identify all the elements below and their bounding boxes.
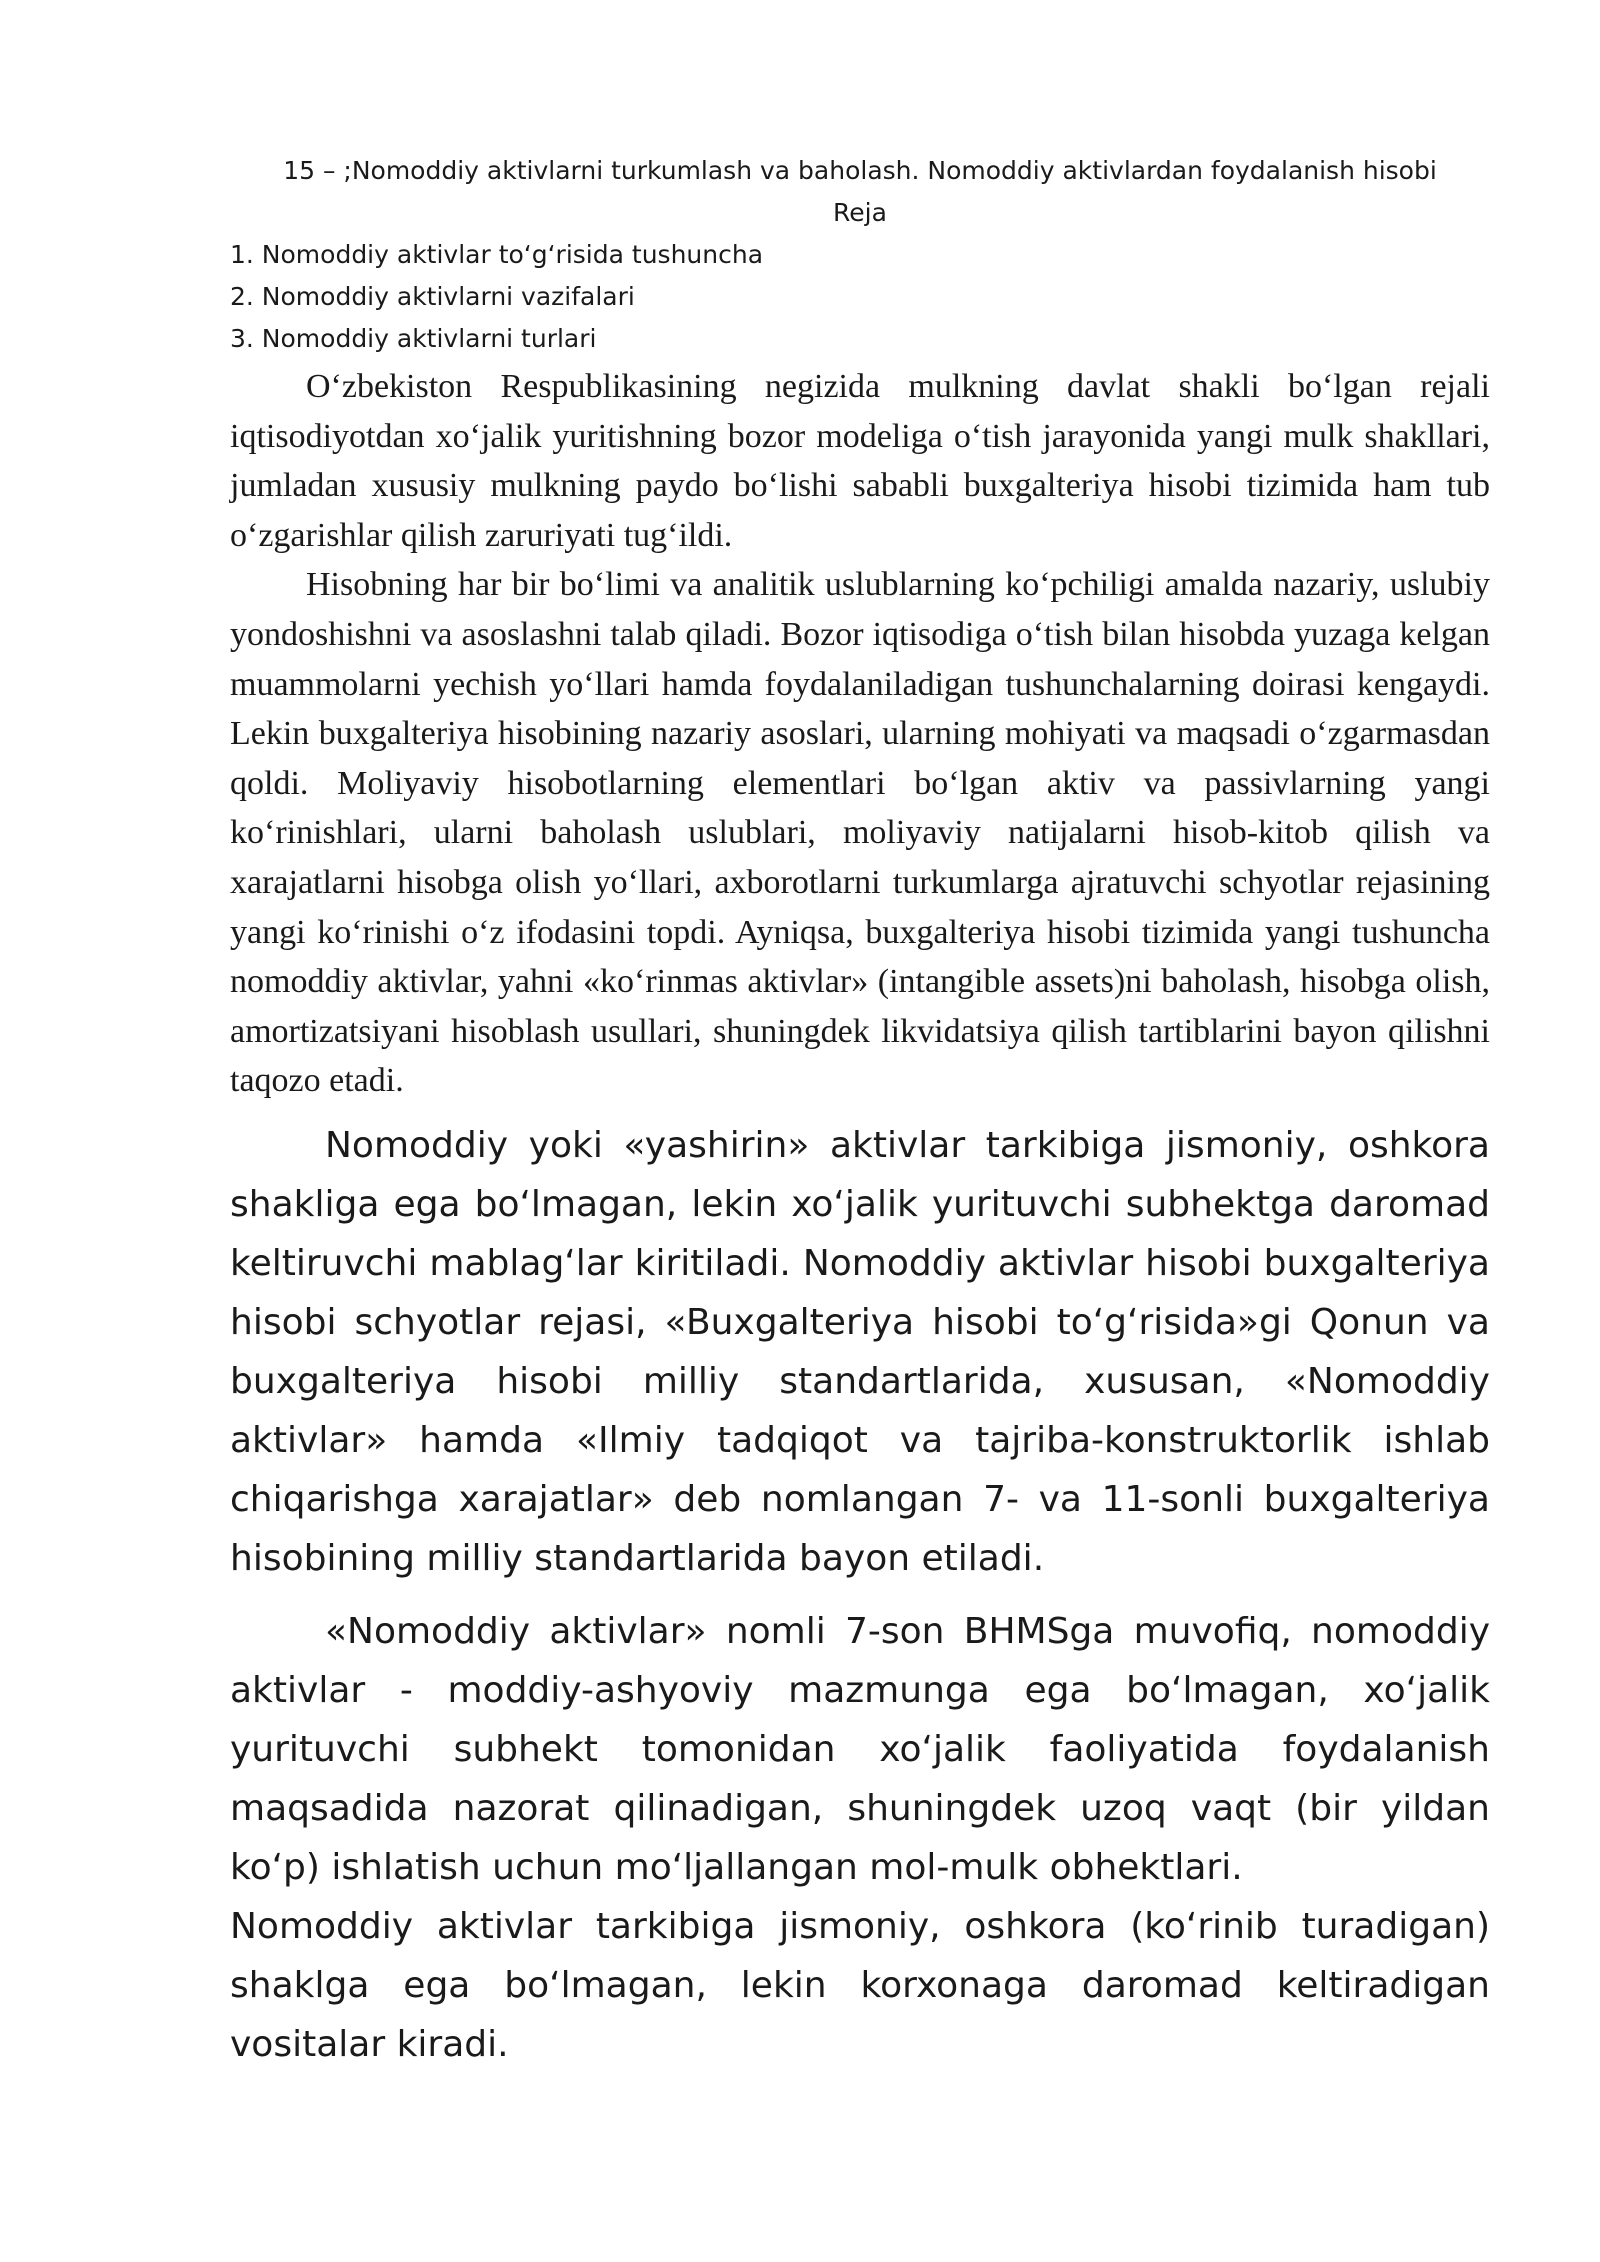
document-page (230, 150, 1490, 2074)
plan-item: 3. Nomoddiy aktivlarni turlari (230, 324, 597, 353)
paragraph-accounting-theory: Hisobning har bir boʻlimi va analitik uslublarning koʻpchiligi amalda nazariy, uslubiy yondoshishni va asoslashni talab qiladi. Bozor iqtisodiga oʻtish bilan hisobda yuzaga kelgan muammolarni yechish yoʻllari hamda foydalaniladigan tushunchalarning doirasi kengaydi. Lekin buxgalteriya hisobining nazariy asoslari, ularning mohiyati va maqsadi oʻzgarmasdan qoldi. Moliyaviy hisobotlarning elementlari boʻlgan aktiv va passivlarning yangi koʻrinishlari, ularni baholash uslublari, moliyaviy natijalarni hisob-kitob qilish va xarajatlarni hisobga olish yoʻllari, axborotlarni turkumlarga ajratuvchi schyotlar rejasining yangi koʻrinishi oʻz ifodasini topdi. Ayniqsa, buxgalteriya hisobi tizimida yangi tushuncha nomoddiy aktivlar, yahni «koʻrinmas aktivlar» (intangible assets)ni baholash, hisobga olish, amortizatsiyani hisoblash usullari, shuningdek likvidatsiya qilish tartiblarini bayon qilishni taqozo etadi. (230, 566, 1490, 1100)
paragraph-hidden-assets: Nomoddiy yoki «yashirin» aktivlar tarkibiga jismoniy, oshkora shakliga ega boʻlmagan, lekin xoʻjalik yurituvchi subhektga daromad keltiruvchi mablagʻlar kiritiladi. Nomoddiy aktivlar hisobi buxgalteriya hisobi schyotlar rejasi, «Buxgalteriya hisobi toʻgʻrisida»gi Qonun va buxgalteriya hisobi milliy standartlarida, xususan, «Nomoddiy aktivlar» hamda «Ilmiy tadqiqot va tajriba-konstruktorlik ishlab chiqarishga xarajatlar» deb nomlangan 7- va 11-sonli buxgalteriya hisobining milliy standartlarida bayon etiladi. (230, 1124, 1490, 1579)
paragraph-composition: Nomoddiy aktivlar tarkibiga jismoniy, oshkora (koʻrinib turadigan) shaklga ega boʻlmagan, lekin korxonaga daromad keltiradigan vositalar kiradi. (230, 1905, 1490, 2065)
document-title: 15 – ;Nomoddiy aktivlarni turkumlash va baholash. Nomoddiy aktivlardan foydalanish hisobi (283, 156, 1437, 185)
paragraph-bhms-definition: «Nomoddiy aktivlar» nomli 7-son BHMSga muvofiq, nomoddiy aktivlar - moddiy-ashyoviy mazmunga ega boʻlmagan, xoʻjalik yurituvchi subhekt tomonidan xoʻjalik faoliyatida foydalanish maqsadida nazorat qilinadigan, shuningdek uzoq vaqt (bir yildan koʻp) ishlatish uchun moʻljallangan mol-mulk obhektlari. (230, 1610, 1490, 1888)
plan-item: 1. Nomoddiy aktivlar toʻgʻrisida tushuncha (230, 240, 764, 269)
paragraph-intro: Oʻzbekiston Respublikasining negizida mulkning davlat shakli boʻlgan rejali iqtisodiyotdan xoʻjalik yuritishning bozor modeliga oʻtish jarayonida yangi mulk shakllari, jumladan xususiy mulkning paydo boʻlishi sababli buxgalteriya hisobi tizimida ham tub oʻzgarishlar qilish zaruriyati tugʻildi. (230, 368, 1490, 554)
plan-item: 2. Nomoddiy aktivlarni vazifalari (230, 282, 635, 311)
plan-list (230, 234, 1490, 360)
plan-heading: Reja (833, 198, 887, 227)
